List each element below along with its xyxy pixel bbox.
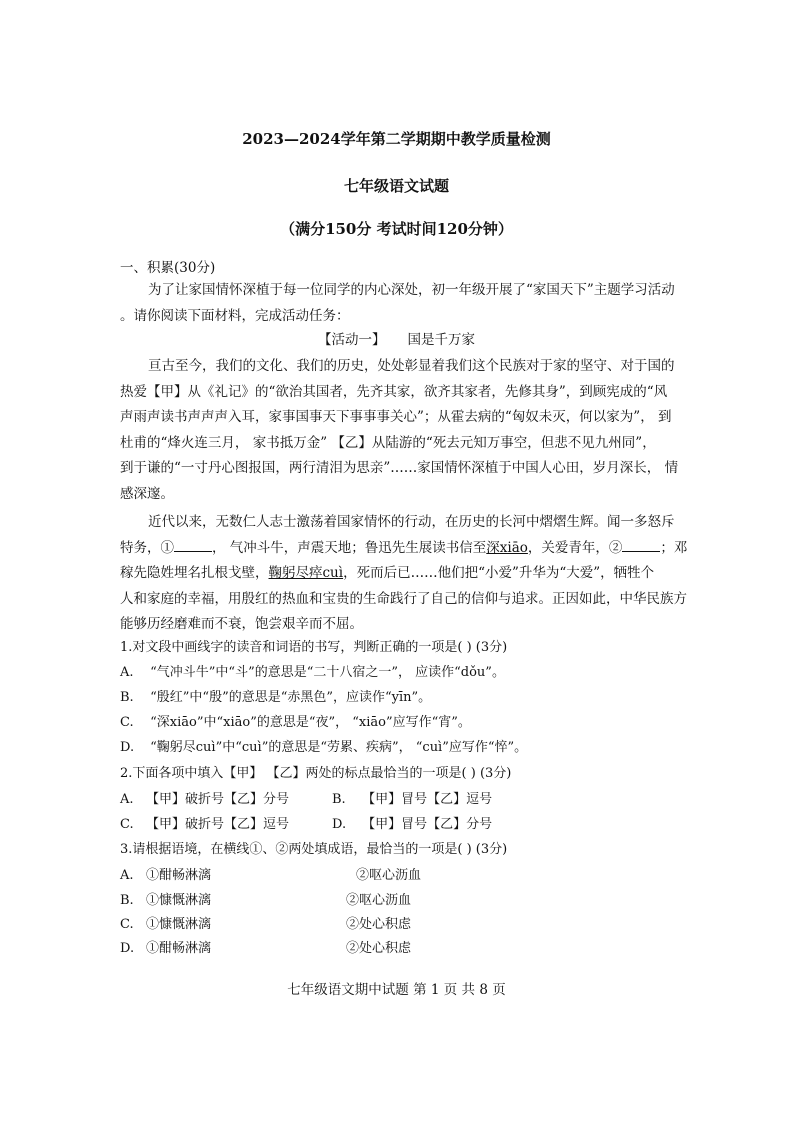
option-text: “殷红”中“殷”的意思是“赤黑色”，应读作“yīn”。	[146, 690, 432, 705]
text-run: ，死而后已……他们把“小爱”升华为“大爱”，牺牲个	[343, 565, 655, 581]
question-3-option-b	[120, 889, 411, 908]
intro-paragraph	[120, 278, 720, 329]
option-text: ①慷慨淋漓	[146, 893, 212, 908]
exam-subtitle: 七年级语文试题	[343, 177, 449, 195]
option-letter: B.	[332, 792, 346, 807]
page-footer: 七年级语文期中试题 第 1 页 共 8 页	[287, 982, 506, 998]
exam-title: 2023—2024学年第二学期期中教学质量检测	[242, 130, 551, 148]
paragraph-line: 杜甫的“烽火连三月， 家书抵万金” 【乙】从陆游的“死去元知万事空，但悲不见九州同”，	[120, 434, 656, 451]
option-text: 【甲】冒号【乙】分号	[358, 817, 493, 832]
option-text: “气冲斗牛”中“斗”的意思是“二十八宿之一”， 应读作“dǒu”。	[146, 665, 505, 680]
question-1-option-b	[120, 686, 431, 705]
paragraph-line: 热爱【甲】从《礼记》的“欲治其国者，先齐其家，欲齐其家者，先修其身”，到顾宪成的“风	[120, 383, 668, 400]
text-run: 稼先隐姓埋名扎根戈壁，	[120, 565, 269, 581]
paragraph-line: 亘古至今，我们的文化、我们的历史，处处彰显着我们这个民族对于家的坚守、对于国的	[148, 358, 675, 374]
option-letter: D.	[120, 740, 135, 755]
option-letter: A.	[120, 665, 134, 680]
paragraph-line: 人和家庭的幸福，用殷红的热血和宝贵的生命践行了自己的信仰与追求。正因如此，中华民族方	[120, 590, 687, 607]
option-text: ②处心积虑	[346, 941, 412, 956]
question-1-stem: 1.对文段中画线字的读音和词语的书写，判断正确的一项是( ) (3分)	[120, 640, 508, 655]
option-text: ②处心积虑	[346, 917, 412, 932]
question-3-stem: 3.请根据语境，在横线①、②两处填成语，最恰当的一项是( ) (3分)	[120, 842, 508, 857]
exam-info: （满分150分 考试时间120分钟）	[280, 220, 513, 238]
option-letter: B.	[120, 690, 134, 705]
option-letter: B.	[120, 893, 134, 908]
option-text: 【甲】破折号【乙】分号	[146, 792, 290, 807]
option-letter: D.	[120, 941, 135, 956]
option-text: “鞠躬尽cuì”中“cuì”的意思是“劳累、疾病”， “cuì”应写作“悴”。	[146, 740, 528, 755]
question-3-option-c	[120, 913, 411, 932]
text-run: 特务，①	[120, 539, 174, 556]
question-2-options-row	[120, 788, 492, 807]
option-text: ①酣畅淋漓	[146, 868, 212, 883]
option-letter: C.	[120, 917, 134, 932]
question-1-option-c	[120, 711, 471, 730]
question-2-options-row	[120, 813, 492, 832]
option-letter: C.	[120, 817, 134, 832]
activity-tag: 【活动一】	[318, 332, 386, 348]
option-text: 【甲】冒号【乙】逗号	[358, 792, 493, 807]
paragraph-three	[120, 510, 720, 638]
paragraph-line: 声雨声读书声声声入耳，家事国事天下事事事关心”；从霍去病的“匈奴未灭，何以家为”， 到	[120, 409, 672, 425]
paragraph-line	[120, 561, 720, 587]
option-text: ②呕心沥血	[356, 868, 422, 883]
option-text: ②呕心沥血	[346, 893, 412, 908]
fill-blank-1	[174, 537, 212, 552]
activity-name: 国是千万家	[407, 332, 475, 348]
paragraph-two	[120, 354, 720, 507]
paragraph-line: 感深邃。	[120, 485, 174, 502]
option-text: “深xiāo”中“xiāo”的意思是“夜”， “xiāo”应写作“宵”。	[146, 715, 471, 730]
option-letter: D.	[332, 817, 347, 832]
fill-blank-2	[622, 537, 660, 552]
option-text: ①酣畅淋漓	[146, 941, 212, 956]
text-run: ；邓	[660, 539, 688, 556]
text-run: ， 气冲斗牛，声震天地；鲁迅先生展读书信至	[212, 539, 487, 556]
question-3-option-d	[120, 937, 411, 956]
text-run: ，关爱青年，②	[527, 539, 623, 556]
question-1-option-d	[120, 736, 527, 755]
question-3-option-a	[120, 864, 421, 883]
intro-line: 。请你阅读下面材料，完成活动任务：	[120, 307, 350, 324]
option-text: ①慷慨淋漓	[146, 917, 212, 932]
option-letter: A.	[120, 868, 134, 883]
underlined-word: 鞠躬尽瘁cuì	[268, 565, 344, 581]
question-2-stem: 2.下面各项中填入【甲】 【乙】两处的标点最恰当的一项是( ) (3分)	[120, 766, 512, 781]
paragraph-line	[120, 536, 720, 562]
paragraph-line: 近代以来，无数仁人志士激荡着国家情怀的行动，在历史的长河中熠熠生辉。闻一多怒斥	[148, 514, 675, 530]
intro-line: 为了让家国情怀深植于每一位同学的内心深处，初一年级开展了“家国天下”主题学习活动	[148, 282, 675, 298]
paragraph-line: 能够历经磨难而不衰，饱尝艰辛而不屈。	[120, 616, 363, 632]
option-text: 【甲】破折号【乙】逗号	[146, 817, 290, 832]
activity-heading	[0, 328, 793, 348]
paragraph-line: 到于谦的“一寸丹心图报国，两行清泪为思亲”……家国情怀深植于中国人心田，岁月深长， 情	[120, 460, 679, 476]
question-1-option-a	[120, 661, 505, 680]
underlined-word: 深xiāo	[486, 539, 528, 556]
option-letter: C.	[120, 715, 134, 730]
section-heading: 一、积累(30分)	[120, 260, 216, 276]
option-letter: A.	[120, 792, 134, 807]
